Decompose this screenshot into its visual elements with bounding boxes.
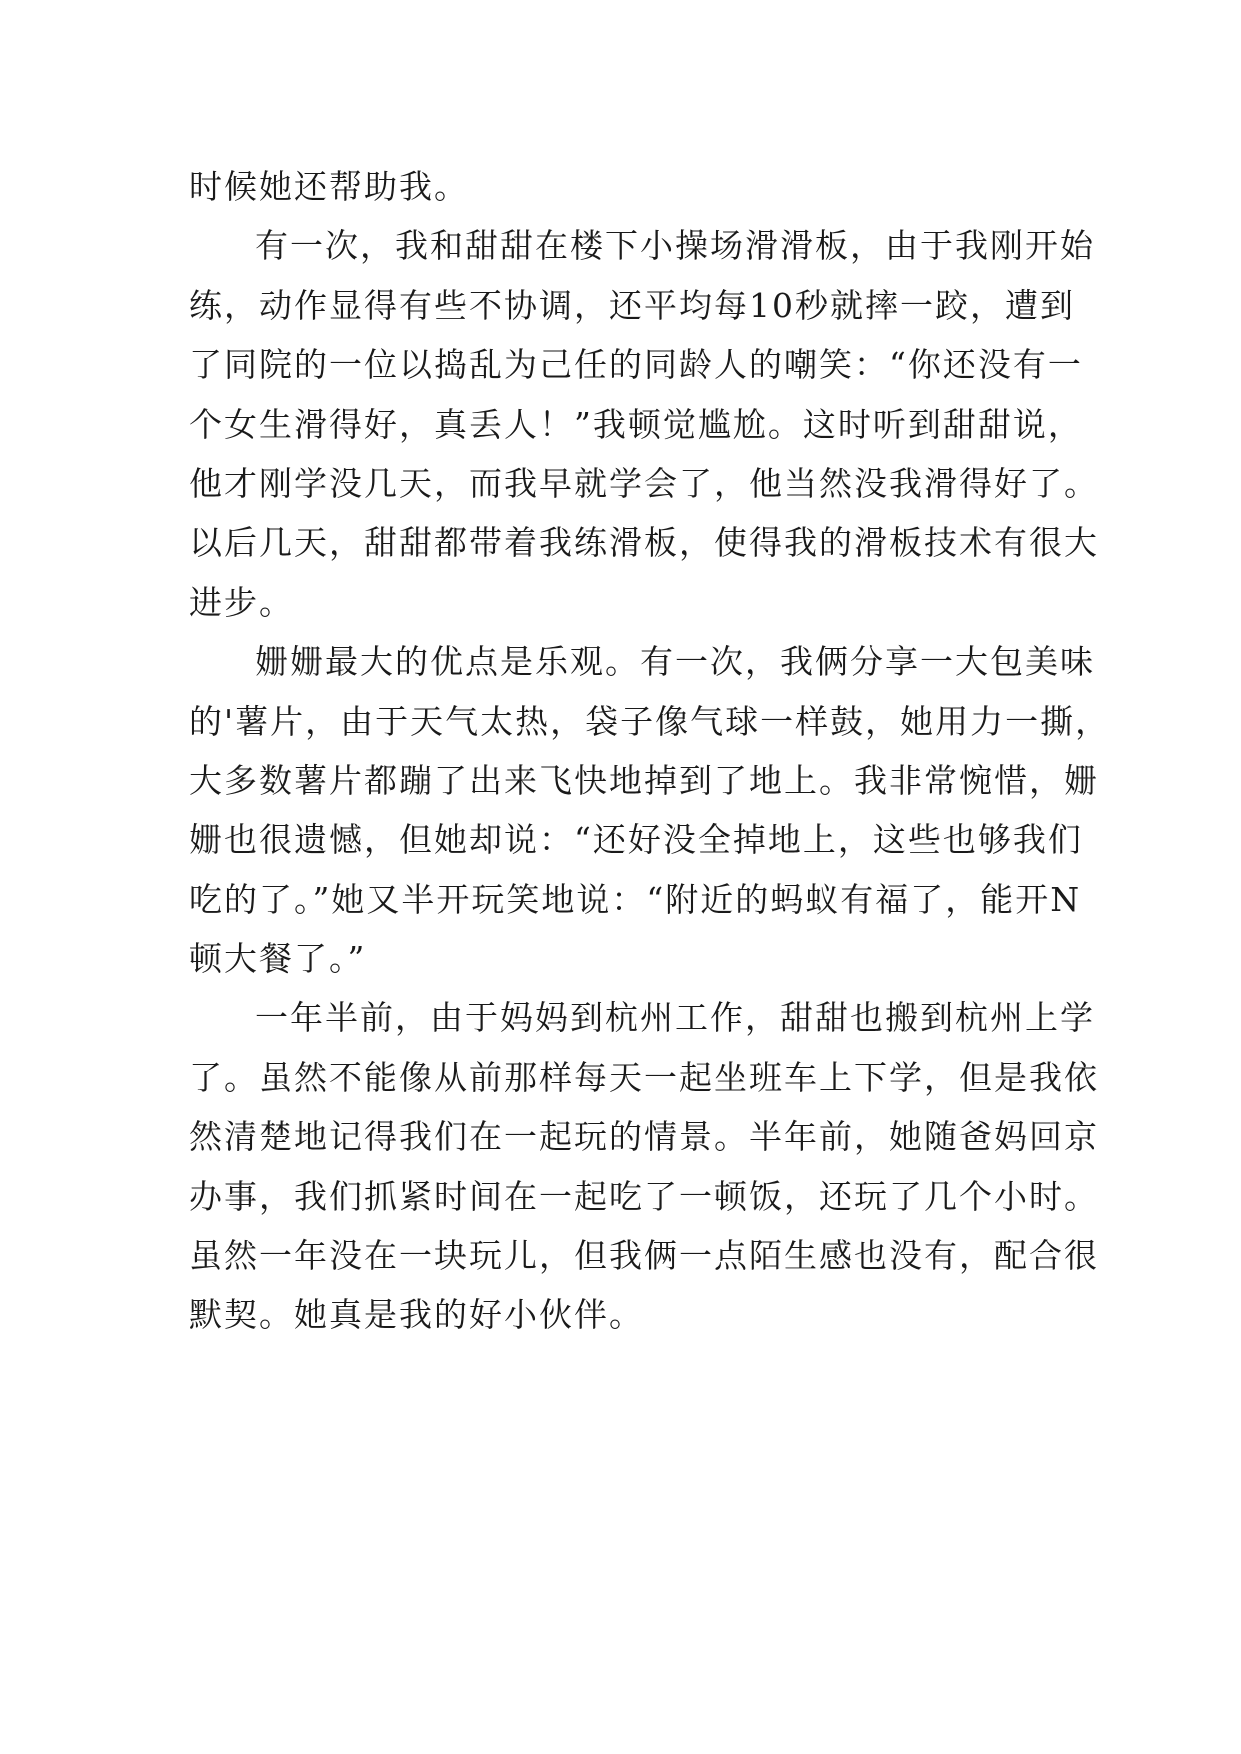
- text-line: 大多数薯片都蹦了出来飞快地掉到了地上。我非常惋惜，姗: [189, 760, 1099, 800]
- text-line: 时候她还帮助我。: [189, 167, 469, 206]
- text-line: 以后几天，甜甜都带着我练滑板，使得我的滑板技术有很大: [189, 523, 1099, 563]
- text-line: 的'薯片，由于天气太热，袋子像气球一样鼓，她用力一撕，: [189, 701, 1111, 741]
- text-line: 顿大餐了。”: [189, 939, 367, 979]
- text-line: 姗姗最大的优点是乐观。有一次，我俩分享一大包美味: [255, 642, 1095, 682]
- text-line: 一年半前，由于妈妈到杭州工作，甜甜也搬到杭州上学: [255, 998, 1095, 1038]
- text-line: 然清楚地记得我们在一起玩的情景。半年前，她随爸妈回京: [189, 1117, 1099, 1157]
- text-line: 有一次，我和甜甜在楼下小操场滑滑板，由于我刚开始: [255, 226, 1095, 266]
- text-line: 了同院的一位以捣乱为己任的同龄人的嘲笑：“你还没有一: [189, 345, 1083, 385]
- text-line: 进步。: [189, 582, 294, 622]
- text-line: 虽然一年没在一块玩儿，但我俩一点陌生感也没有，配合很: [189, 1236, 1099, 1276]
- text-line: 姗也很遗憾，但她却说：“还好没全掉地上，这些也够我们: [189, 820, 1083, 860]
- text-line: 个女生滑得好，真丢人！”我顿觉尴尬。这时听到甜甜说，: [189, 404, 1083, 444]
- text-line: 默契。她真是我的好小伙伴。: [189, 1295, 644, 1335]
- text-line: 练，动作显得有些不协调，还平均每10秒就摔一跤，遭到: [189, 285, 1075, 325]
- text-line: 了。虽然不能像从前那样每天一起坐班车上下学，但是我依: [189, 1057, 1099, 1097]
- essay-body: [189, 157, 1111, 1345]
- text-line: 他才刚学没几天，而我早就学会了，他当然没我滑得好了。: [189, 463, 1099, 503]
- text-line: 吃的了。”她又半开玩笑地说：“附近的蚂蚁有福了，能开N: [189, 879, 1082, 919]
- text-line: 办事，我们抓紧时间在一起吃了一顿饭，还玩了几个小时。: [189, 1176, 1099, 1216]
